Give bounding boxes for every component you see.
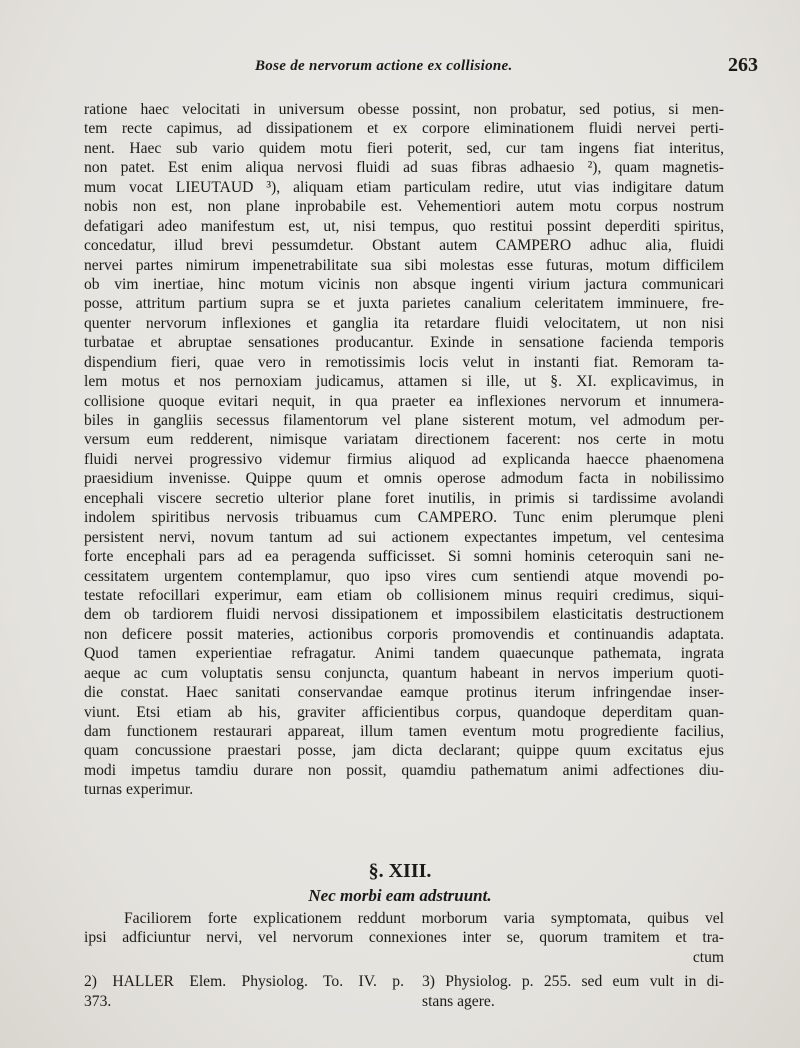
text-line: concedatur, illud brevi pessumdetur. Obstant autem CAMPERO adhuc alia, fluidi (84, 237, 724, 255)
running-head (0, 54, 800, 88)
text-line: viunt. Etsi etiam ab his, graviter afficientibus corpus, quandoque deperditam quan- (84, 703, 724, 721)
text-line: collisione quoque evitari nequit, in qua praeter ea inflexiones nervorum et innumera- (84, 392, 724, 410)
text-line: dem ob tardiorem fluidi nervosi dissipationem et impossibilem elasticitatis destructionem (84, 606, 724, 624)
text-line: testate refocillari experimur, eam etiam ob collisionem minus requiri credimus, siqui- (84, 586, 724, 604)
text-line: ratione haec velocitati in universum obesse possint, non probatur, sed potius, si men- (84, 101, 724, 118)
text-line: Quod tamen experientiae refragatur. Animi tandem quaecunque pathemata, ingrata (84, 645, 724, 663)
text-line: encephali viscere secretio ulterior plane foret inutilis, in primis si tardissime avolandi (84, 489, 724, 507)
running-title: Bose de nervorum actione ex collisione. (255, 58, 513, 74)
text-line: defatigari adeo manifestum est, ut, nisi tempus, quo restitui possint deperditi spiritus, (84, 217, 724, 235)
text-line: biles in gangliis secessus filamentorum vel plane sisterent motum, vel admodum per- (84, 412, 724, 429)
text-line: turbatae et abruptae sensationes producantur. Exinde in sensatione facienda temporis (84, 334, 724, 352)
text-line: modi impetus tamdiu durare non possit, quamdiu pathematum animi adfectiones diu- (84, 761, 724, 779)
text-line: nervei partes nimirum impenetrabilitate sua sibi molestas esse futuras, motum difficilem (84, 256, 724, 274)
footnote-line: stans agere. (422, 992, 495, 1010)
text-line: dam functionem restaurari appareat, illum tamen eventum motu progrediente facilius, (84, 723, 724, 740)
page-number: 263 (728, 54, 758, 76)
footnote-line: 3) Physiolog. p. 255. sed eum vult in di- (422, 973, 724, 990)
text-line: praesidium invenisse. Quippe quum et omnis operose admodum facta in nobilissimo (84, 470, 724, 488)
footnote-3 (422, 972, 724, 1011)
text-line: nent. Haec sub vario quidem motu fieri poterit, sed, cur tam ingens fiat interitus, (84, 139, 724, 157)
text-line: nobis non est, non plane inprobabile est. Vehementiori autem motu corpus nostrum (84, 198, 724, 216)
text-line: non deficere possit materies, actionibus corporis promovendis et continuandis adaptata. (84, 625, 724, 643)
text-line: quenter nervorum inflexiones et ganglia ita retardare fluidi velocitatem, ut non nisi (84, 314, 724, 332)
text-line: ipsi adficiuntur nervi, vel nervorum connexiones inter se, quorum tramitem et tra- (84, 929, 724, 947)
section-heading: §. XIII. (368, 860, 432, 882)
text-line: indolem spiritibus nervosis tribuamus cum CAMPERO. Tunc enim plerumque pleni (84, 509, 724, 527)
section-subtitle: Nec morbi eam adstruunt. (308, 886, 492, 905)
catchword: ctum (692, 948, 724, 966)
footnote-line: 2) HALLER Elem. Physiolog. To. IV. p. (84, 973, 404, 990)
text-line: ob vim inertiae, hinc motum vicinis non absque ingenti virium jactura communicari (84, 275, 724, 293)
text-line: versum eum redderent, nimisque variatam directionem facerent: nos certe in motu (84, 431, 724, 449)
text-line: lem motus et nos pernoxiam judicamus, attamen si ille, ut §. XI. explicavimus, in (84, 373, 724, 391)
text-line: mum vocat LIEUTAUD ³), aliquam etiam particulam redire, utut vias indigitare datum (84, 178, 724, 196)
footnotes (84, 972, 724, 1022)
text-line: dispendium fieri, quae vero in remotissimis locis velut in instanti fiat. Remoram ta- (84, 353, 724, 371)
text-line: quam concussione praestari posse, jam dicta declarant; quippe quum excitatus ejus (84, 742, 724, 760)
text-line: forte encephali pars ad ea peragenda sufficisset. Si somni hominis ceteroquin sani ne- (84, 548, 724, 566)
text-line: persistent nervi, novum tantum ad sui actionem expectantes impetum, vel centesima (84, 528, 724, 546)
text-line: aeque ac cum voluptatis sensu conjuncta, quantum habeant in nervos imperium quoti- (84, 664, 724, 682)
text-line: die constat. Haec sanitati conservandae eamque protinus iterum infringendae inser- (84, 684, 724, 702)
text-line: non patet. Est enim aliqua nervosi fluidi ad suas fibras adhaesio ²), quam magnetis- (84, 159, 724, 177)
text-line: fluidi nervei progressivo videmur firmius aliquod ad explicanda haecce phaenomena (84, 450, 724, 468)
main-paragraph (84, 100, 724, 800)
text-line: cessitatem urgentem contemplamur, quo ipso vires cum sentiendi atque movendi po- (84, 567, 724, 585)
footnote-2 (84, 972, 404, 1011)
section-paragraph (84, 909, 724, 967)
text-line: posse, attritum partium supra se et juxta parietes canalium celeritatem imminuere, fre- (84, 295, 724, 313)
text-line: tem recte capimus, ad dissipationem et ex corpore eliminationem fluidi nervei perti- (84, 120, 724, 138)
text-line: Faciliorem forte explicationem reddunt morborum varia symptomata, quibus vel (124, 910, 724, 927)
text-line: turnas experimur. (84, 781, 194, 799)
footnote-line: 373. (84, 992, 112, 1010)
